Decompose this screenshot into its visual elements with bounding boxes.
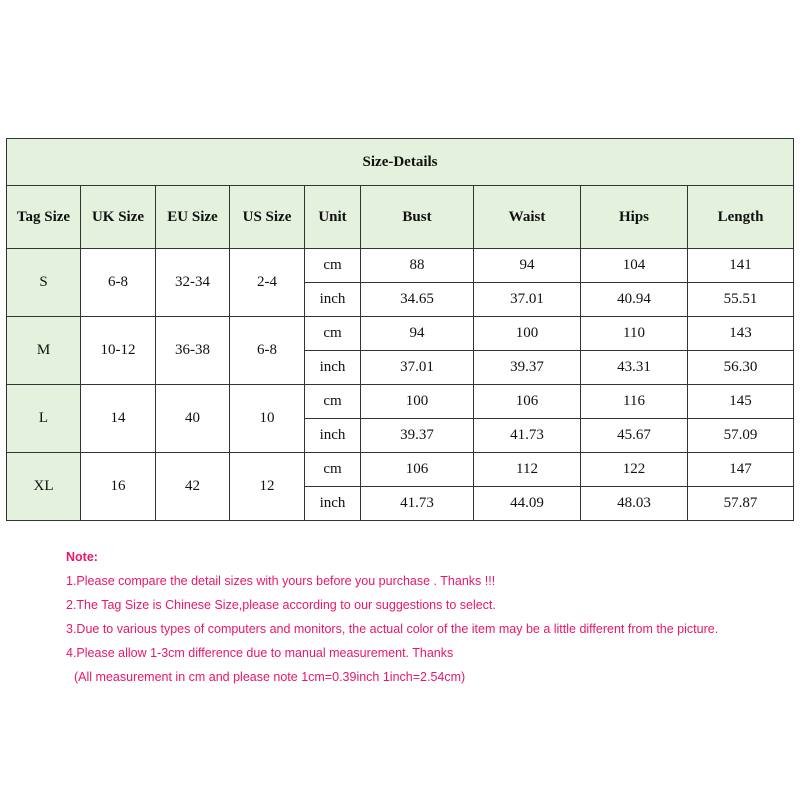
eu-size-cell: 42 (156, 453, 230, 521)
hips-cell: 48.03 (581, 487, 688, 521)
length-cell: 57.87 (688, 487, 794, 521)
us-size-cell: 6-8 (230, 317, 305, 385)
table-row (7, 249, 794, 283)
bust-cell: 100 (361, 385, 474, 419)
unit-cell: cm (305, 249, 361, 283)
waist-cell: 41.73 (474, 419, 581, 453)
waist-cell: 39.37 (474, 351, 581, 385)
note-item-2: 2.The Tag Size is Chinese Size,please according to our suggestions to select. (66, 598, 496, 612)
notes-section (66, 545, 718, 689)
uk-size-cell: 6-8 (81, 249, 156, 317)
header-tag-size: Tag Size (7, 186, 81, 249)
header-eu-size: EU Size (156, 186, 230, 249)
length-cell: 56.30 (688, 351, 794, 385)
tag-size-cell: L (7, 385, 81, 453)
header-us-size: US Size (230, 186, 305, 249)
waist-cell: 106 (474, 385, 581, 419)
us-size-cell: 12 (230, 453, 305, 521)
bust-cell: 94 (361, 317, 474, 351)
length-cell: 57.09 (688, 419, 794, 453)
length-cell: 143 (688, 317, 794, 351)
unit-cell: inch (305, 487, 361, 521)
waist-cell: 44.09 (474, 487, 581, 521)
table-row (7, 317, 794, 351)
hips-cell: 110 (581, 317, 688, 351)
header-bust: Bust (361, 186, 474, 249)
note-item-1: 1.Please compare the detail sizes with yours before you purchase . Thanks !!! (66, 574, 496, 588)
length-cell: 145 (688, 385, 794, 419)
uk-size-cell: 10-12 (81, 317, 156, 385)
header-uk-size: UK Size (81, 186, 156, 249)
hips-cell: 104 (581, 249, 688, 283)
unit-cell: inch (305, 419, 361, 453)
tag-size-cell: S (7, 249, 81, 317)
tag-size-cell: XL (7, 453, 81, 521)
bust-cell: 34.65 (361, 283, 474, 317)
hips-cell: 40.94 (581, 283, 688, 317)
eu-size-cell: 36-38 (156, 317, 230, 385)
uk-size-cell: 14 (81, 385, 156, 453)
unit-cell: cm (305, 385, 361, 419)
header-hips: Hips (581, 186, 688, 249)
eu-size-cell: 32-34 (156, 249, 230, 317)
size-chart-table (6, 138, 794, 521)
waist-cell: 100 (474, 317, 581, 351)
bust-cell: 37.01 (361, 351, 474, 385)
us-size-cell: 2-4 (230, 249, 305, 317)
waist-cell: 94 (474, 249, 581, 283)
unit-cell: cm (305, 317, 361, 351)
hips-cell: 122 (581, 453, 688, 487)
hips-cell: 116 (581, 385, 688, 419)
note-title: Note: (66, 550, 98, 564)
tag-size-cell: M (7, 317, 81, 385)
unit-cell: inch (305, 283, 361, 317)
hips-cell: 43.31 (581, 351, 688, 385)
table-title: Size-Details (7, 139, 794, 186)
table-row (7, 385, 794, 419)
bust-cell: 88 (361, 249, 474, 283)
note-item-4: 4.Please allow 1-3cm difference due to manual measurement. Thanks (66, 646, 454, 660)
uk-size-cell: 16 (81, 453, 156, 521)
length-cell: 55.51 (688, 283, 794, 317)
length-cell: 141 (688, 249, 794, 283)
header-waist: Waist (474, 186, 581, 249)
waist-cell: 37.01 (474, 283, 581, 317)
header-unit: Unit (305, 186, 361, 249)
waist-cell: 112 (474, 453, 581, 487)
header-length: Length (688, 186, 794, 249)
bust-cell: 41.73 (361, 487, 474, 521)
unit-cell: inch (305, 351, 361, 385)
note-measurement: (All measurement in cm and please note 1cm=0.39inch 1inch=2.54cm) (74, 670, 466, 684)
bust-cell: 106 (361, 453, 474, 487)
us-size-cell: 10 (230, 385, 305, 453)
note-item-3: 3.Due to various types of computers and monitors, the actual color of the item may be a little different from the picture. (66, 622, 719, 636)
table-row (7, 453, 794, 487)
bust-cell: 39.37 (361, 419, 474, 453)
length-cell: 147 (688, 453, 794, 487)
hips-cell: 45.67 (581, 419, 688, 453)
unit-cell: cm (305, 453, 361, 487)
eu-size-cell: 40 (156, 385, 230, 453)
